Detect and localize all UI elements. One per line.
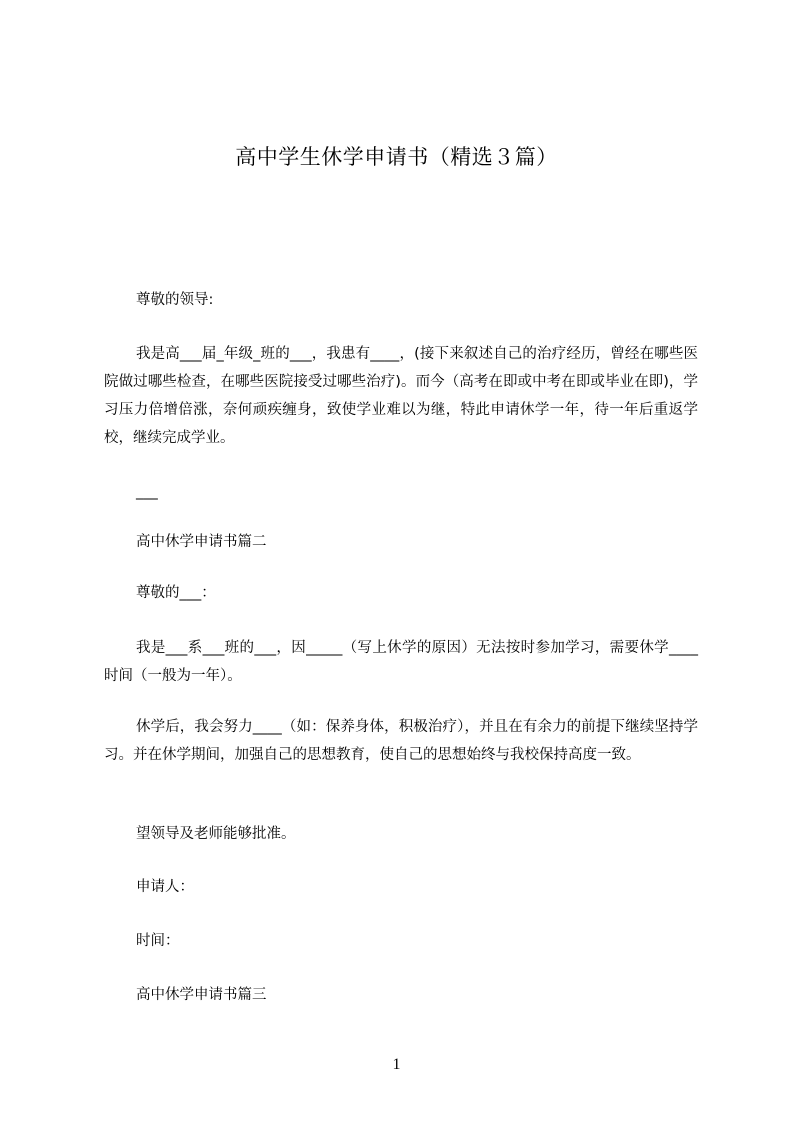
closing-request: 望领导及老师能够批准。: [136, 826, 296, 842]
applicant-label: 申请人：: [136, 879, 194, 895]
document-title: 高中学生休学申请书（精选３篇）: [235, 145, 558, 169]
salutation-leaders: 尊敬的领导:: [136, 292, 214, 308]
date-label: 时间：: [136, 933, 180, 949]
salutation-blank: 尊敬的___：: [136, 585, 216, 601]
page-number: 1: [392, 1056, 401, 1073]
body-paragraph-2: 我是___系___班的___，因_____（写上休学的原因）无法按时参加学习，需要休学____时间（一般为一年）。: [104, 640, 698, 684]
section-heading-2: 高中休学申请书篇二: [136, 534, 267, 550]
body-paragraph-1: 我是高___届_年级_班的___，我患有____，(接下来叙述自己的治疗经历，曾经在哪些医院做过哪些检查，在哪些医院接受过哪些治疗)。而今（高考在即或中考在即或毕业在即)，学习压力倍增倍涨，奈何顽疾缠身，致使学业难以为继，特此申请休学一年，待一年后重返学校，继续完成学业。: [104, 346, 698, 446]
separator-blank: ___: [136, 484, 158, 500]
body-paragraph-3: 休学后，我会努力____（如：保养身体，积极治疗），并且在有余力的前提下继续坚持学习。并在休学期间，加强自己的思想教育，使自己的思想始终与我校保持高度一致。: [104, 719, 698, 763]
section-heading-3: 高中休学申请书篇三: [136, 987, 267, 1003]
